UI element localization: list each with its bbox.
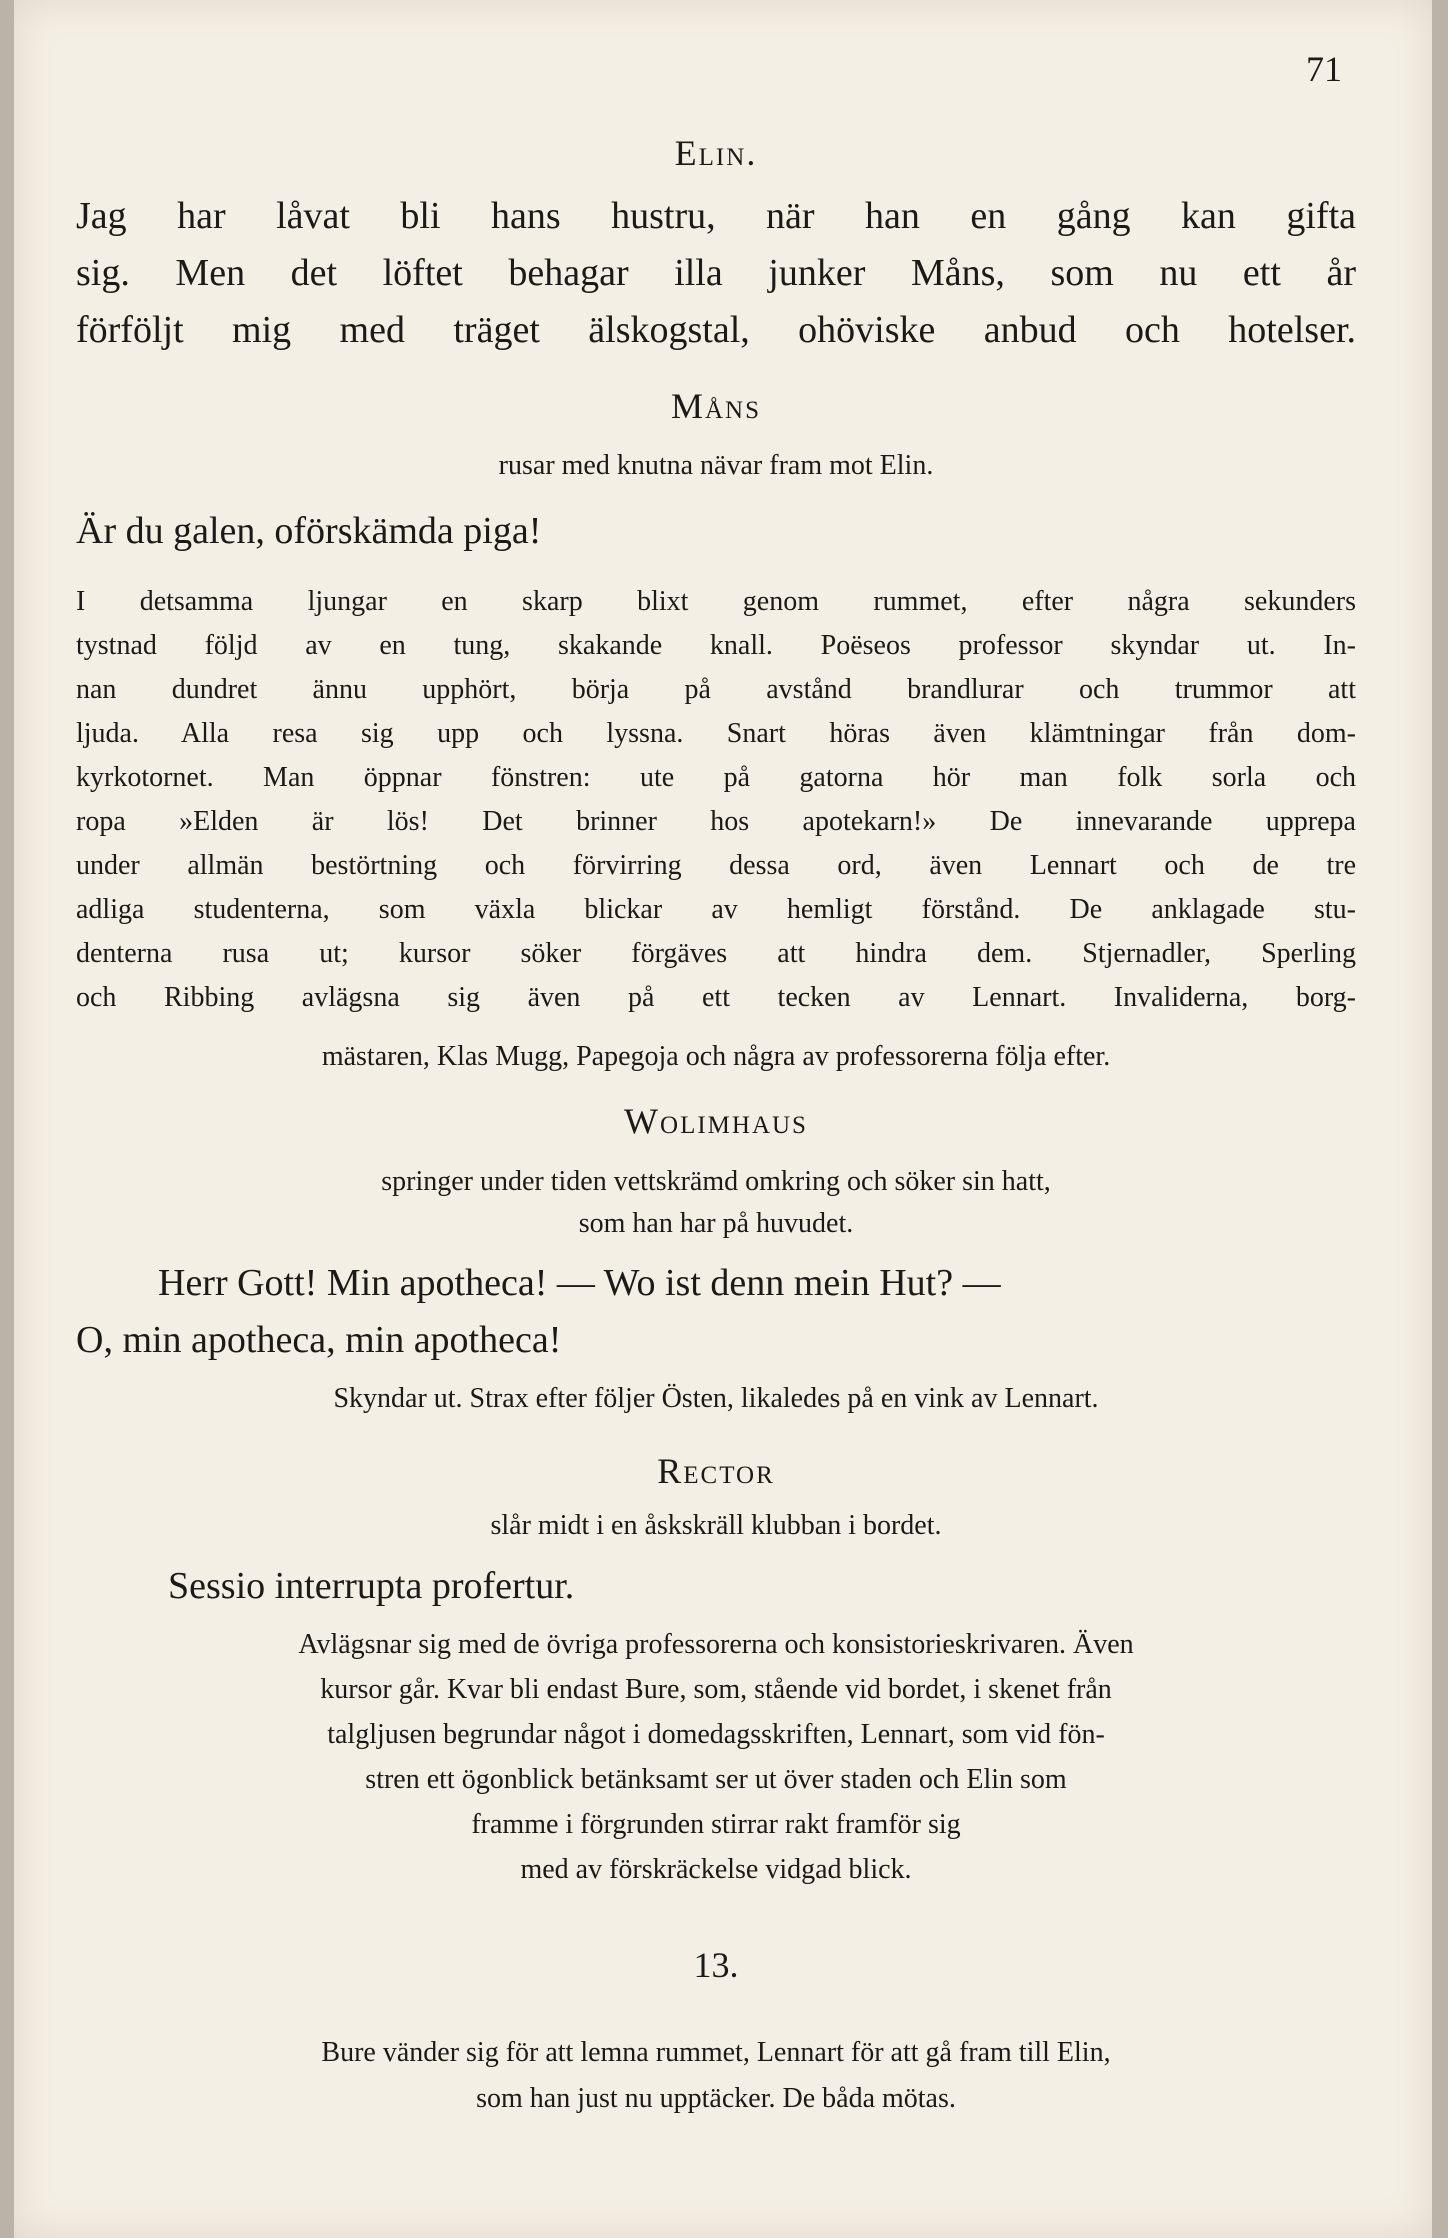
direction-line: framme i förgrunden stirrar rakt framför sig — [471, 1809, 961, 1840]
stage-direction — [76, 580, 1356, 1020]
closing-direction — [76, 1622, 1356, 1892]
direction-rector: slår midt i en åskskräll klubban i bordet. — [490, 1510, 942, 1541]
direction-line: ljuda. Alla resa sig upp och lyssna. Snart höras även klämtningar från dom- — [76, 718, 1356, 749]
direction-line: och Ribbing avlägsna sig även på ett tecken av Lennart. Invaliderna, borg- — [76, 982, 1356, 1013]
direction-line: I detsamma ljungar en skarp blixt genom rummet, efter några sekunders — [76, 586, 1356, 617]
direction-wolimhaus — [76, 1161, 1356, 1245]
direction-line: talgljusen begrundar något i domedagsskriften, Lennart, som vid fön- — [327, 1719, 1105, 1750]
speaker-elin: Elin. — [674, 133, 758, 173]
direction-line: stren ett ögonblick betänksamt ser ut över staden och Elin som — [365, 1764, 1067, 1795]
speech-line: O, min apotheca, min apotheca! — [76, 1319, 562, 1361]
direction-line: som han just nu upptäcker. De båda mötas. — [476, 2083, 956, 2114]
direction-line: springer under tiden vettskrämd omkring och söker sin hatt, — [381, 1166, 1051, 1197]
direction-line: tystnad följd av en tung, skakande knall. Poëseos professor skyndar ut. In- — [76, 630, 1356, 661]
stage-direction-last: mästaren, Klas Mugg, Papegoja och några av professorerna följa efter. — [321, 1041, 1111, 1072]
speech-mans — [76, 503, 1356, 560]
speech-rector — [76, 1558, 1356, 1615]
direction-mans: rusar med knutna nävar fram mot Elin. — [498, 450, 934, 481]
direction-line: Avlägsnar sig med de övriga professorerna och konsistorieskrivaren. Även — [298, 1629, 1134, 1660]
direction-line: Bure vänder sig för att lemna rummet, Lennart för att gå fram till Elin, — [321, 2037, 1111, 2068]
direction-line: med av förskräckelse vidgad blick. — [520, 1854, 912, 1885]
speaker-rector: Rector — [657, 1451, 775, 1491]
direction-line: ropa »Elden är lös! Det brinner hos apotekarn!» De innevarande upprepa — [76, 806, 1356, 837]
speech-line: Jag har låvat bli hans hustru, när han en gång kan gifta — [76, 195, 1356, 237]
page-number: 71 — [1306, 49, 1342, 89]
scene-number: 13. — [693, 1945, 739, 1985]
speaker-mans: Måns — [670, 386, 762, 426]
book-page — [14, 0, 1432, 2238]
speech-elin — [76, 188, 1356, 359]
speech-line: förföljt mig med träget älskogstal, ohöviske anbud och hotelser. — [76, 309, 1356, 351]
speech-line: Är du galen, oförskämda piga! — [76, 510, 542, 552]
speaker-wolimhaus: Wolimhaus — [624, 1101, 808, 1141]
direction-line: adliga studenterna, som växla blickar av hemligt förstånd. De anklagade stu- — [76, 894, 1356, 925]
speech-line: Herr Gott! Min apotheca! — Wo ist denn mein Hut? — — [158, 1262, 1001, 1304]
speech-line: sig. Men det löftet behagar illa junker Måns, som nu ett år — [76, 252, 1356, 294]
direction-line: nan dundret ännu upphört, börja på avstånd brandlurar och trummor att — [76, 674, 1356, 705]
direction-line: kursor går. Kvar bli endast Bure, som, stående vid bordet, i skenet från — [320, 1674, 1112, 1705]
direction-line: under allmän bestörtning och förvirring dessa ord, även Lennart och de tre — [76, 850, 1356, 881]
direction-line: kyrkotornet. Man öppnar fönstren: ute på gatorna hör man folk sorla och — [76, 762, 1356, 793]
scene-direction — [76, 2030, 1356, 2122]
speech-line: Sessio interrupta profertur. — [168, 1565, 575, 1607]
direction-line: som han har på huvudet. — [578, 1208, 854, 1239]
exit-direction: Skyndar ut. Strax efter följer Östen, likaledes på en vink av Lennart. — [333, 1383, 1099, 1414]
direction-line: denterna rusa ut; kursor söker förgäves att hindra dem. Stjernadler, Sperling — [76, 938, 1356, 969]
speech-wolimhaus — [76, 1255, 1356, 1369]
